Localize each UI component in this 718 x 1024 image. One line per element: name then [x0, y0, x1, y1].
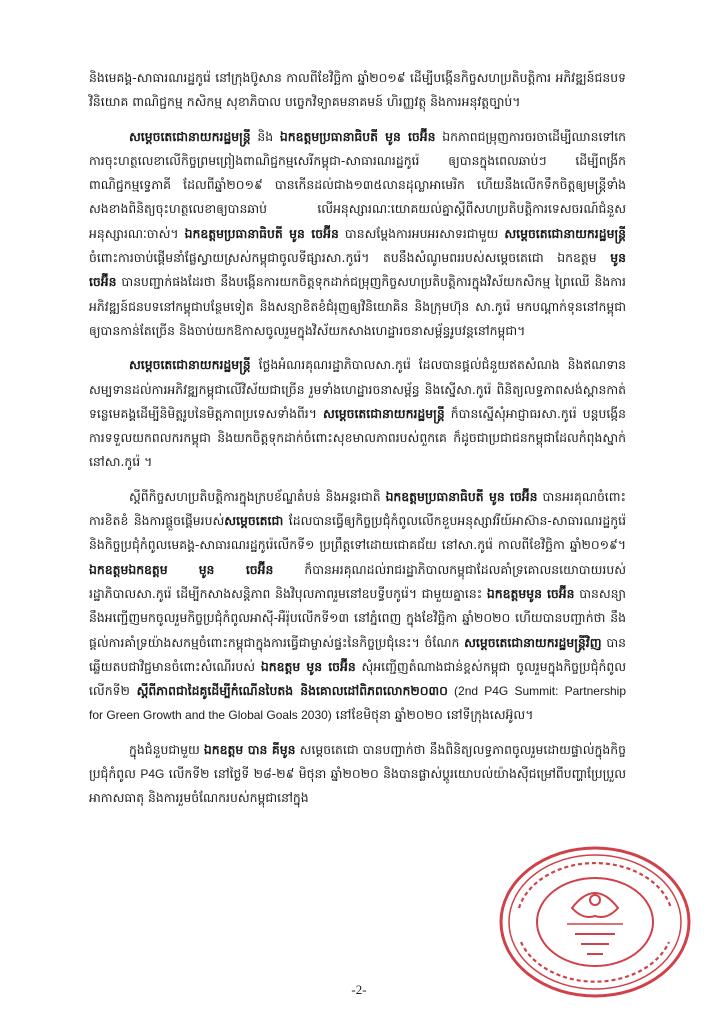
bold-run: ឯកឧត្តមមូន ចេអ៊ីន — [486, 585, 575, 601]
page-number: -2- — [351, 982, 367, 997]
bold-run: ឯកឧត្តមប្រធានាធិបតី មូន ចេអ៊ីន — [279, 128, 436, 144]
document-body — [89, 66, 626, 821]
bold-run: ឯកឧត្តម — [89, 561, 129, 577]
bold-run: ស្តីពីភាពជាដៃគូដើម្បីកំណើនបៃតង និងគោលដៅពិភពលោក២០៣០ — [136, 683, 448, 699]
text-run: បានសម្តែងការអបអរសាទរជាមួយ — [338, 225, 505, 241]
text-run: ចំពោះការចាប់ផ្តើមនាំផ្លែស្វាយស្រស់កម្ពុជាចូលទីផ្សារសា.កូរ៉េ។ តបនឹងសំណូមពររបស់សម្តេចតេជោ ឯកឧត្តម — [89, 250, 611, 266]
text-run: បានសន្យានឹងអញ្ជើញមកចូលរួមកិច្ចប្រជុំកំពូលអាស៊ី-អឺរ៉ុបលើកទី១៣ នៅភ្នំពេញ ក្នុងខែវិច្ឆិកា ឆ្នាំ២០២០ ហើយបានបញ្ជាក់ថា នឹងផ្តល់ការគាំទ្រយ៉ាងសកម្មចំពោះកម្ពុជាក្នុងការធ្វើជាម្ចាស់ផ្ទះនៃកិច្ចប្រជុំនេះ។ ចំណែក — [89, 585, 626, 650]
bold-run: សម្តេចតេជោនាយករដ្ឋមន្ត្រី — [129, 357, 251, 373]
text-run: ក្នុងជំនួបជាមួយ — [129, 741, 204, 757]
text-run — [168, 562, 199, 577]
bold-run: សម្តេចតេជោនាយករដ្ឋមន្ត្រីវិញ — [464, 634, 602, 650]
text-run: P4G — [140, 767, 165, 782]
text-run: លើកទី២ នៅថ្ងៃទី ២៨-២៩ មិថុនា ឆ្នាំ២០២០ និងបានផ្លាស់ប្តូរយោបល់យ៉ាងស៊ីជម្រៅពីបញ្ហាប្រែប្រួលអាកាសធាតុ និងការរួមចំណែករបស់កម្ពុជានៅក្នុង — [89, 766, 626, 806]
text-run: បានបញ្ជាក់ផងដែរថា នឹងបង្កើនការយកចិត្តទុកដាក់ជម្រុញកិច្ចសហប្រតិបត្តិការក្នុងវិស័យកសិកម្ម ព្រៃឈើ និងការអភិវឌ្ឍន៍ជនបទនៅកម្ពុជាបន្ថែមទៀត និងសន្យាខិតខំជំរុញឲ្យវិនិយោគិន និងក្រុមហ៊ុន សា.កូរ៉េ មកបណ្តាក់ទុននៅកម្ពុជាឲ្យបានកាន់តែច្រើន និងចាប់យកឱកាសចូលរួមក្នុងវិស័យកសាងហេដ្ឋារចនាសម្ព័ន្ធរូបវន្តនៅកម្ពុជា។ — [89, 274, 626, 338]
paragraph — [89, 66, 626, 115]
text-run: ឯកភាពជម្រុញការចរចាដើម្បីឈានទៅកេការចុះហត្ថលេខាលើកិច្ចព្រមព្រៀងពាណិជ្ជកម្មសេរីកម្ពុជា-សាធារណរដ្ឋកូរ៉េ ឲ្យបានក្នុងពេលឆាប់ៗ ដើម្បីពង្រីកពាណិជ្ជកម្មទ្វេភាគី ដែលពីឆ្នាំ២០១៩ បានកើនដល់ជាង១៣៥លានដុល្លាអាមេរិក ហើយនឹងលើកទឹកចិត្តឲ្យមន្ត្រីទាំងសងខាងពិនិត្យចុះហត្ថលេខាឲ្យបានឆាប់ លើអនុស្សារណៈយោគយល់គ្នាស្តីពីសហប្រតិបត្តិការទេសចរណ៍ជំនួសអនុស្សារណៈចាស់។ — [89, 128, 626, 241]
text-run: ថ្លែងអំណរគុណរដ្ឋាភិបាលសា.កូរ៉េ ដែលបានផ្តល់ជំនួយឥតសំណង និងឥណទានសម្បទានដល់ការអភិវឌ្ឍកម្ពុជាលើវិស័យជាច្រើន រួមទាំងហេដ្ឋារចនាសម្ព័ន្ធ និងស្នើសា.កូរ៉េ ពិនិត្យលទ្ធភាពសង់ស្ពានកាត់ទន្លេមេគង្គដើម្បីនិមិត្តរូបនៃមិត្តភាពប្រទេសទាំងពីរ។ — [89, 357, 626, 421]
bold-run: ឯកឧត្តម — [128, 561, 168, 577]
bold-run: ឯកឧត្តមប្រធានាធិបតី មូន ចេអ៊ីន — [184, 225, 339, 241]
paragraph — [89, 738, 626, 811]
text-run: បានអរគុណចំពោះការខិតខំ និងការផ្តួចផ្តើមរបស់ — [89, 488, 626, 529]
bold-run: សម្តេចតេជោនាយករដ្ឋមន្ត្រី — [323, 405, 445, 421]
text-run: (2nd P4G Summit: Partnership for Green Growth and the Global Goals 2030) — [89, 684, 626, 723]
paragraph — [89, 485, 626, 728]
text-run: ស្តីពីកិច្ចសហប្រតិបត្តិការក្នុងក្របខ័ណ្ឌតំបន់ និងអន្តរជាតិ — [129, 488, 386, 504]
bold-run: ឯកឧត្តម មូន ចេអ៊ីន — [260, 658, 356, 674]
bold-run: ឯកឧត្តម បាន គីមូន — [203, 741, 296, 757]
text-run: នៅខែមិថុនា ឆ្នាំ២០២០ នៅទីក្រុងសេអ៊ូល។ — [331, 707, 534, 723]
text-run: ក៏បានអរគុណដល់រាជរដ្ឋាភិបាលកម្ពុជាដែលគាំទ្រគោលនយោបាយរបស់រដ្ឋាភិបាលសា.កូរ៉េ ដើម្បីកសាងសន្តិភាព និងវិបុលភាពរួមនៅឧបទ្វីបកូរ៉េ។ ជាមួយគ្នានេះ — [89, 561, 626, 601]
bold-run: មូន ចេអ៊ីន — [198, 561, 274, 577]
text-run: ដែលបានធ្វើឲ្យកិច្ចប្រជុំកំពូលលើកខួបអនុស្សាវរីយ៍អាស៊ាន-សាធារណរដ្ឋកូរ៉េ និងកិច្ចប្រជុំកំពូលមេគង្គ-សាធារណរដ្ឋកូរ៉េលើកទី១ ប្រព្រឹត្តទៅដោយជោគជ័យ នៅសា.កូរ៉េ កាលពីខែវិច្ឆិកា ឆ្នាំ២០១៩។ — [89, 513, 627, 553]
paragraph — [89, 125, 626, 344]
text-run: សម្តេចតេជោ បានបញ្ជាក់ថា នឹងពិនិត្យលទ្ធភាពចូលរួមដោយផ្ទាល់ក្នុងកិច្ចប្រជុំកំពូល — [89, 741, 626, 782]
text-run: សុំអញ្ជើញតំណាងជាន់ខ្ពស់កម្ពុជា ចូលរួមក្នុងកិច្ចប្រជុំកំពូលលើកទី២ — [89, 658, 626, 699]
bold-run: សម្តេចតេជោ — [224, 513, 284, 529]
bold-run: សម្តេចតេជោនាយករដ្ឋមន្ត្រី — [504, 225, 627, 241]
official-seal-icon — [497, 838, 693, 998]
text-run: និង — [250, 128, 280, 144]
text-run: បានឆ្លើយតបជាវិជ្ជមានចំពោះសំណើរបស់ — [89, 634, 626, 674]
text-run: ក៏បានស្នើសុំអាជ្ញាធរសា.កូរ៉េ បន្តបង្កើនការទទួលយកពលករកម្ពុជា និងយកចិត្តទុកដាក់ចំពោះសុខមាលភាពរបស់ពួកគេ ក៏ដូចជាប្រជាជនកម្ពុជាដែលកំពុងស្នាក់នៅសា.កូរ៉េ ។ — [89, 405, 626, 470]
bold-run: មូន ចេអ៊ីន — [89, 250, 626, 290]
bold-run: ឯកឧត្តមប្រធានាធិបតី មូន ចេអ៊ីន — [385, 488, 538, 504]
bold-run: សម្តេចតេជោនាយករដ្ឋមន្ត្រី — [129, 128, 251, 144]
text-run: និងមេគង្គ-សាធារណរដ្ឋកូរ៉េ នៅក្រុងប៊ូសាន កាលពីខែវិច្ឆិកា ឆ្នាំ២០១៩ ដើម្បីបង្កើនកិច្ចសហប្រតិបត្តិការ អភិវឌ្ឍន៍ជនបទ វិនិយោគ ពាណិជ្ជកម្ម កសិកម្ម សុខាភិបាល បច្ចេកវិទ្យាគមនាគមន៍ ហិរញ្ញវត្ថុ និងការអនុវត្តច្បាប់។ — [89, 70, 626, 110]
paragraph — [89, 353, 626, 474]
